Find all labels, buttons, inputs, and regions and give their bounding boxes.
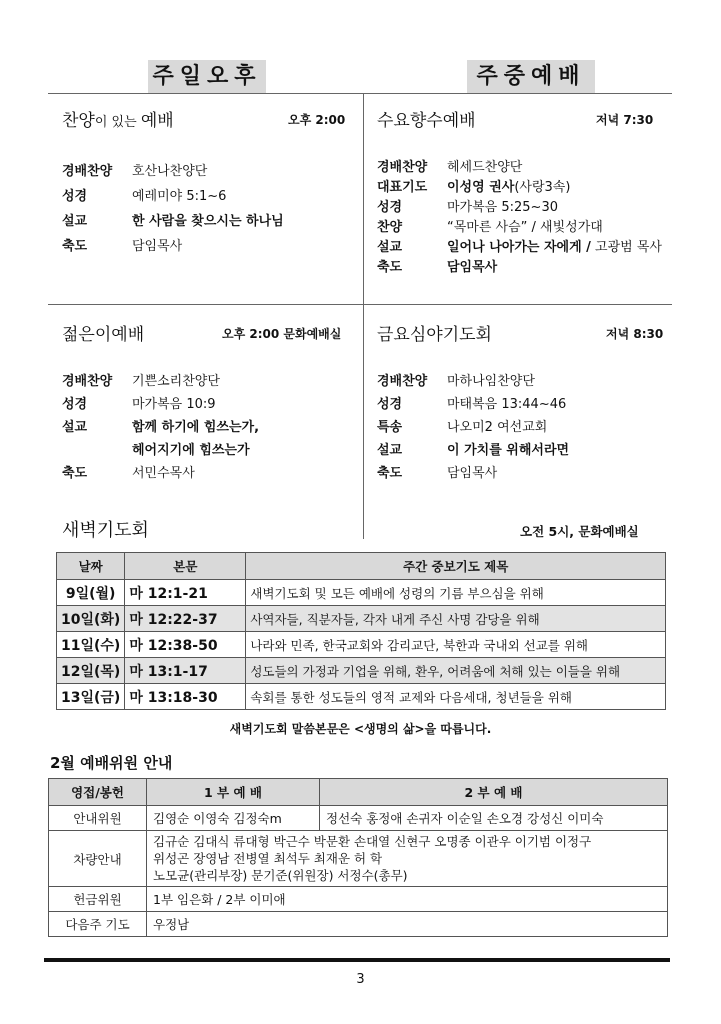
parking-line: 위성곤 장영남 전병열 최석두 최재운 허 학	[153, 851, 383, 866]
service-title-youth: 젊은이예배	[62, 325, 145, 345]
footer-rule	[44, 958, 670, 962]
detail-extra: 고광범 목사	[590, 240, 662, 255]
table-row	[57, 606, 666, 632]
dawn-prayer-table	[56, 552, 666, 710]
section-title-sunday: 주일오후	[148, 60, 266, 94]
table-row	[57, 658, 666, 684]
detail-label: 대표기도	[377, 180, 428, 195]
detail-label: 설교	[377, 443, 403, 458]
detail-label: 설교	[62, 420, 88, 435]
service-time: 오후 2:00 문화예배실	[222, 327, 342, 341]
table-header: 주간 중보기도 제목	[246, 553, 666, 580]
prayer-topic-cell: 새벽기도회 및 모든 예배에 성령의 기름 부으심을 위해	[246, 580, 666, 606]
service-title-friday: 금요심야기도회	[377, 325, 492, 345]
detail-row	[377, 256, 497, 275]
detail-value: 담임목사	[132, 239, 183, 254]
detail-value: 마태복음 13:44~46	[447, 397, 567, 412]
service-time: 저녁 8:30	[606, 327, 664, 341]
detail-value: 나오미2 여선교회	[447, 420, 548, 435]
date-cell: 12일(목)	[57, 658, 125, 684]
detail-label: 경배찬양	[62, 164, 113, 179]
scripture-cell: 마 13:18-30	[125, 684, 246, 710]
prayer-topic-cell: 속회를 통한 성도들의 영적 교제와 다음세대, 청년들을 위해	[246, 684, 666, 710]
detail-value: 마하나임찬양단	[447, 374, 535, 389]
detail-value: 담임목사	[447, 466, 498, 481]
detail-row	[377, 370, 535, 389]
table-header: 1 부 예 배	[147, 779, 320, 806]
detail-label: 성경	[377, 200, 403, 215]
detail-label: 축도	[62, 466, 88, 481]
service-time: 저녁 7:30	[596, 113, 654, 127]
detail-value: 마가복음 10:9	[132, 397, 216, 412]
detail-extra: (사랑3속)	[514, 180, 571, 195]
ushers-table	[48, 778, 668, 937]
detail-row	[62, 370, 220, 389]
detail-label: 찬양	[377, 220, 403, 235]
detail-row	[62, 185, 226, 204]
service-title-sunday-pm	[62, 106, 174, 131]
detail-label: 성경	[62, 189, 88, 204]
detail-value: “목마른 사슴” / 새빛성가대	[447, 220, 603, 235]
detail-row	[62, 393, 216, 412]
page-number: 3	[356, 972, 365, 987]
row-label: 차량안내	[49, 831, 147, 887]
detail-label: 경배찬양	[377, 160, 428, 175]
divider	[363, 93, 364, 539]
detail-label: 특송	[377, 420, 403, 435]
detail-label: 성경	[377, 397, 403, 412]
date-cell: 13일(금)	[57, 684, 125, 710]
second-service-cell: 정선숙 홍정애 손귀자 이순일 손오경 강성신 이미숙	[320, 806, 668, 831]
row-label: 다음주 기도	[49, 912, 147, 937]
row-label: 안내위원	[49, 806, 147, 831]
detail-row	[377, 176, 570, 195]
detail-value: 헤어지기에 힘쓰는가	[132, 443, 250, 458]
service-title-wednesday: 수요향수예배	[377, 111, 476, 131]
detail-value: 이성영 권사	[447, 180, 515, 195]
detail-row	[62, 416, 259, 435]
detail-value: 호산나찬양단	[132, 164, 208, 179]
table-header: 날짜	[57, 553, 125, 580]
detail-label: 설교	[62, 214, 88, 229]
parking-line: 김규순 김대식 류대형 박근수 박문환 손대열 신현구 오명종 이관우 이기범 이정구	[153, 834, 592, 849]
prayer-topic-cell: 나라와 민족, 한국교회와 감리교단, 북한과 국내외 선교를 위해	[246, 632, 666, 658]
scripture-cell: 마 12:1-21	[125, 580, 246, 606]
parking-line: 노모균(관리부장) 문기준(위원장) 서정수(총무)	[153, 868, 408, 883]
detail-value: 기쁜소리찬양단	[132, 374, 220, 389]
detail-row	[377, 439, 569, 458]
detail-label: 축도	[377, 260, 403, 275]
table-header: 영접/봉헌	[49, 779, 147, 806]
date-cell: 9일(월)	[57, 580, 125, 606]
detail-value: 담임목사	[447, 260, 498, 275]
scripture-cell: 마 12:22-37	[125, 606, 246, 632]
table-row	[57, 632, 666, 658]
detail-row	[377, 393, 566, 412]
detail-row	[377, 236, 662, 255]
detail-row	[377, 462, 497, 481]
prayer-name: 우정남	[147, 912, 668, 937]
table-row	[49, 887, 668, 912]
prayer-topic-cell: 사역자들, 직분자들, 각자 내게 주신 사명 감당을 위해	[246, 606, 666, 632]
detail-label: 경배찬양	[62, 374, 113, 389]
detail-row	[62, 439, 250, 458]
divider	[48, 304, 672, 305]
detail-value: 서민수목사	[132, 466, 195, 481]
title-part: 이 있는	[94, 115, 141, 130]
table-row	[49, 831, 668, 887]
table-row	[57, 684, 666, 710]
table-header: 본문	[125, 553, 246, 580]
offering-names: 1부 임은화 / 2부 이미애	[147, 887, 668, 912]
detail-row	[377, 416, 547, 435]
detail-row	[377, 196, 558, 215]
detail-row	[62, 210, 284, 229]
table-header: 2 부 예 배	[320, 779, 668, 806]
detail-value: 함께 하기에 힘쓰는가,	[132, 420, 260, 435]
title-part: 찬양	[62, 111, 95, 131]
dawn-prayer-time: 오전 5시, 문화예배실	[520, 524, 639, 539]
detail-value: 마가복음 5:25~30	[447, 200, 558, 215]
scripture-cell: 마 13:1-17	[125, 658, 246, 684]
date-cell: 11일(수)	[57, 632, 125, 658]
ushers-title: 2월 예배위원 안내	[50, 754, 173, 772]
detail-label: 성경	[62, 397, 88, 412]
detail-row	[62, 160, 207, 179]
parking-names	[147, 831, 668, 887]
dawn-note: 새벽기도회 말씀본문은 <생명의 삶>을 따릅니다.	[229, 722, 492, 736]
detail-label: 축도	[62, 239, 88, 254]
service-time: 오후 2:00	[288, 113, 346, 127]
detail-row	[377, 156, 522, 175]
table-row	[57, 580, 666, 606]
scripture-cell: 마 12:38-50	[125, 632, 246, 658]
detail-row	[62, 235, 182, 254]
detail-value: 예레미야 5:1~6	[132, 189, 227, 204]
detail-label: 설교	[377, 240, 403, 255]
detail-value: 일어나 나아가는 자에게 /	[447, 240, 591, 255]
table-row	[49, 806, 668, 831]
detail-row	[377, 216, 603, 235]
divider	[48, 93, 672, 94]
table-row	[49, 912, 668, 937]
detail-value: 헤세드찬양단	[447, 160, 523, 175]
title-part: 예배	[140, 111, 174, 131]
detail-value: 이 가치를 위해서라면	[447, 443, 570, 458]
date-cell: 10일(화)	[57, 606, 125, 632]
prayer-topic-cell: 성도들의 가정과 기업을 위해, 환우, 어려움에 처해 있는 이들을 위해	[246, 658, 666, 684]
detail-value: 한 사람을 찾으시는 하나님	[132, 214, 284, 229]
detail-row	[62, 462, 195, 481]
first-service-cell: 김영순 이영숙 김정숙m	[147, 806, 320, 831]
section-title-weekday: 주중예배	[467, 60, 595, 94]
row-label: 헌금위원	[49, 887, 147, 912]
detail-label: 경배찬양	[377, 374, 428, 389]
detail-label: 축도	[377, 466, 403, 481]
dawn-prayer-title: 새벽기도회	[62, 520, 149, 541]
